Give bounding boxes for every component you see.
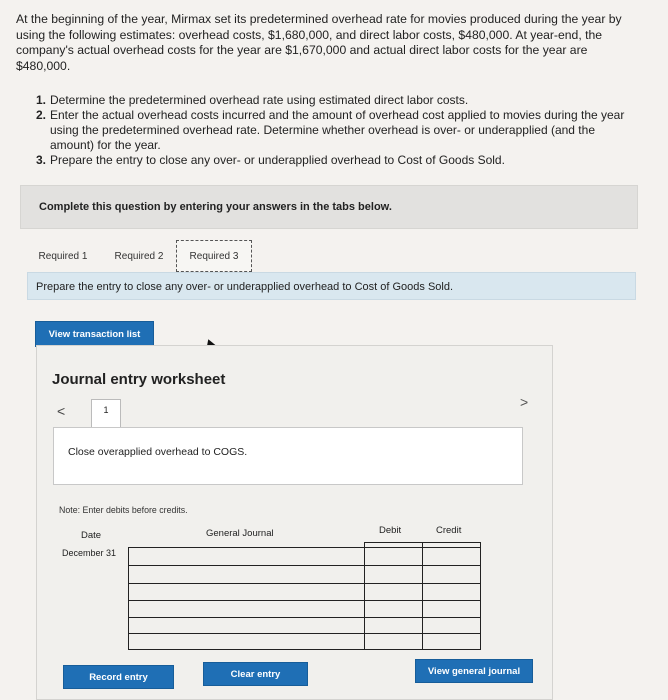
question-prompt (27, 272, 636, 300)
grid-line (128, 565, 481, 566)
step-item (36, 153, 626, 168)
grid-line (128, 583, 481, 584)
clear-entry-button[interactable]: Clear entry (203, 662, 308, 686)
grid-line (128, 633, 481, 634)
column-header-general-journal: General Journal (206, 528, 274, 539)
grid-line (364, 542, 481, 543)
entry-description: Close overapplied overhead to COGS. (68, 446, 248, 458)
debit-credit-note: Note: Enter debits before credits. (59, 505, 188, 515)
prompt-text: Prepare the entry to close any over- or underapplied overhead to Cost of Goods Sold. (36, 281, 454, 293)
chevron-left-icon[interactable]: < (57, 403, 66, 419)
step-number: 2. (36, 108, 47, 122)
tab-required-2[interactable]: Required 2 (114, 250, 164, 262)
step-text: Enter the actual overhead costs incurred and the amount of overhead cost applied to movies during the year using the predetermined overhead rate. Determine whether overhead is over- or underapplied (and the amount) for the year. (50, 108, 625, 152)
tab-required-1[interactable]: Required 1 (38, 250, 88, 262)
column-header-date: Date (81, 530, 102, 541)
journal-entry-worksheet (36, 345, 553, 700)
problem-intro: At the beginning of the year, Mirmax set its predetermined overhead rate for movies produced during the year by using the following estimates: overhead costs, $1,680,000, and direct labor costs, $480,000. At year-end, the company's actual overhead costs for the year are $1,670,000 and actual direct labor costs for the year are $480,000. (16, 12, 622, 73)
view-transaction-list-button[interactable]: View transaction list (35, 321, 154, 347)
view-general-journal-button[interactable]: View general journal (415, 659, 533, 683)
step-text: Determine the predetermined overhead rate using estimated direct labor costs. (50, 93, 469, 107)
instruction-text: Complete this question by entering your answers in the tabs below. (39, 201, 392, 213)
step-item (36, 93, 626, 108)
grid-line (128, 649, 481, 650)
grid-line (128, 600, 481, 601)
journal-table (61, 514, 481, 650)
chevron-right-icon[interactable]: > (520, 394, 529, 410)
problem-steps (36, 93, 626, 168)
worksheet-page-tab[interactable]: 1 (91, 399, 121, 427)
record-entry-button[interactable]: Record entry (63, 665, 174, 689)
step-text: Prepare the entry to close any over- or underapplied overhead to Cost of Goods Sold. (50, 153, 505, 167)
grid-line (128, 547, 129, 650)
grid-line (128, 547, 481, 548)
column-header-credit: Credit (436, 525, 462, 536)
instruction-box (20, 185, 638, 229)
tab-required-3[interactable]: Required 3 (176, 240, 252, 272)
worksheet-title: Journal entry worksheet (52, 371, 226, 388)
step-number: 3. (36, 153, 47, 167)
step-item (36, 108, 626, 153)
grid-line (128, 617, 481, 618)
column-header-debit: Debit (379, 525, 402, 536)
date-cell[interactable]: December 31 (62, 548, 117, 558)
entry-description-box (53, 427, 523, 485)
step-number: 1. (36, 93, 47, 107)
